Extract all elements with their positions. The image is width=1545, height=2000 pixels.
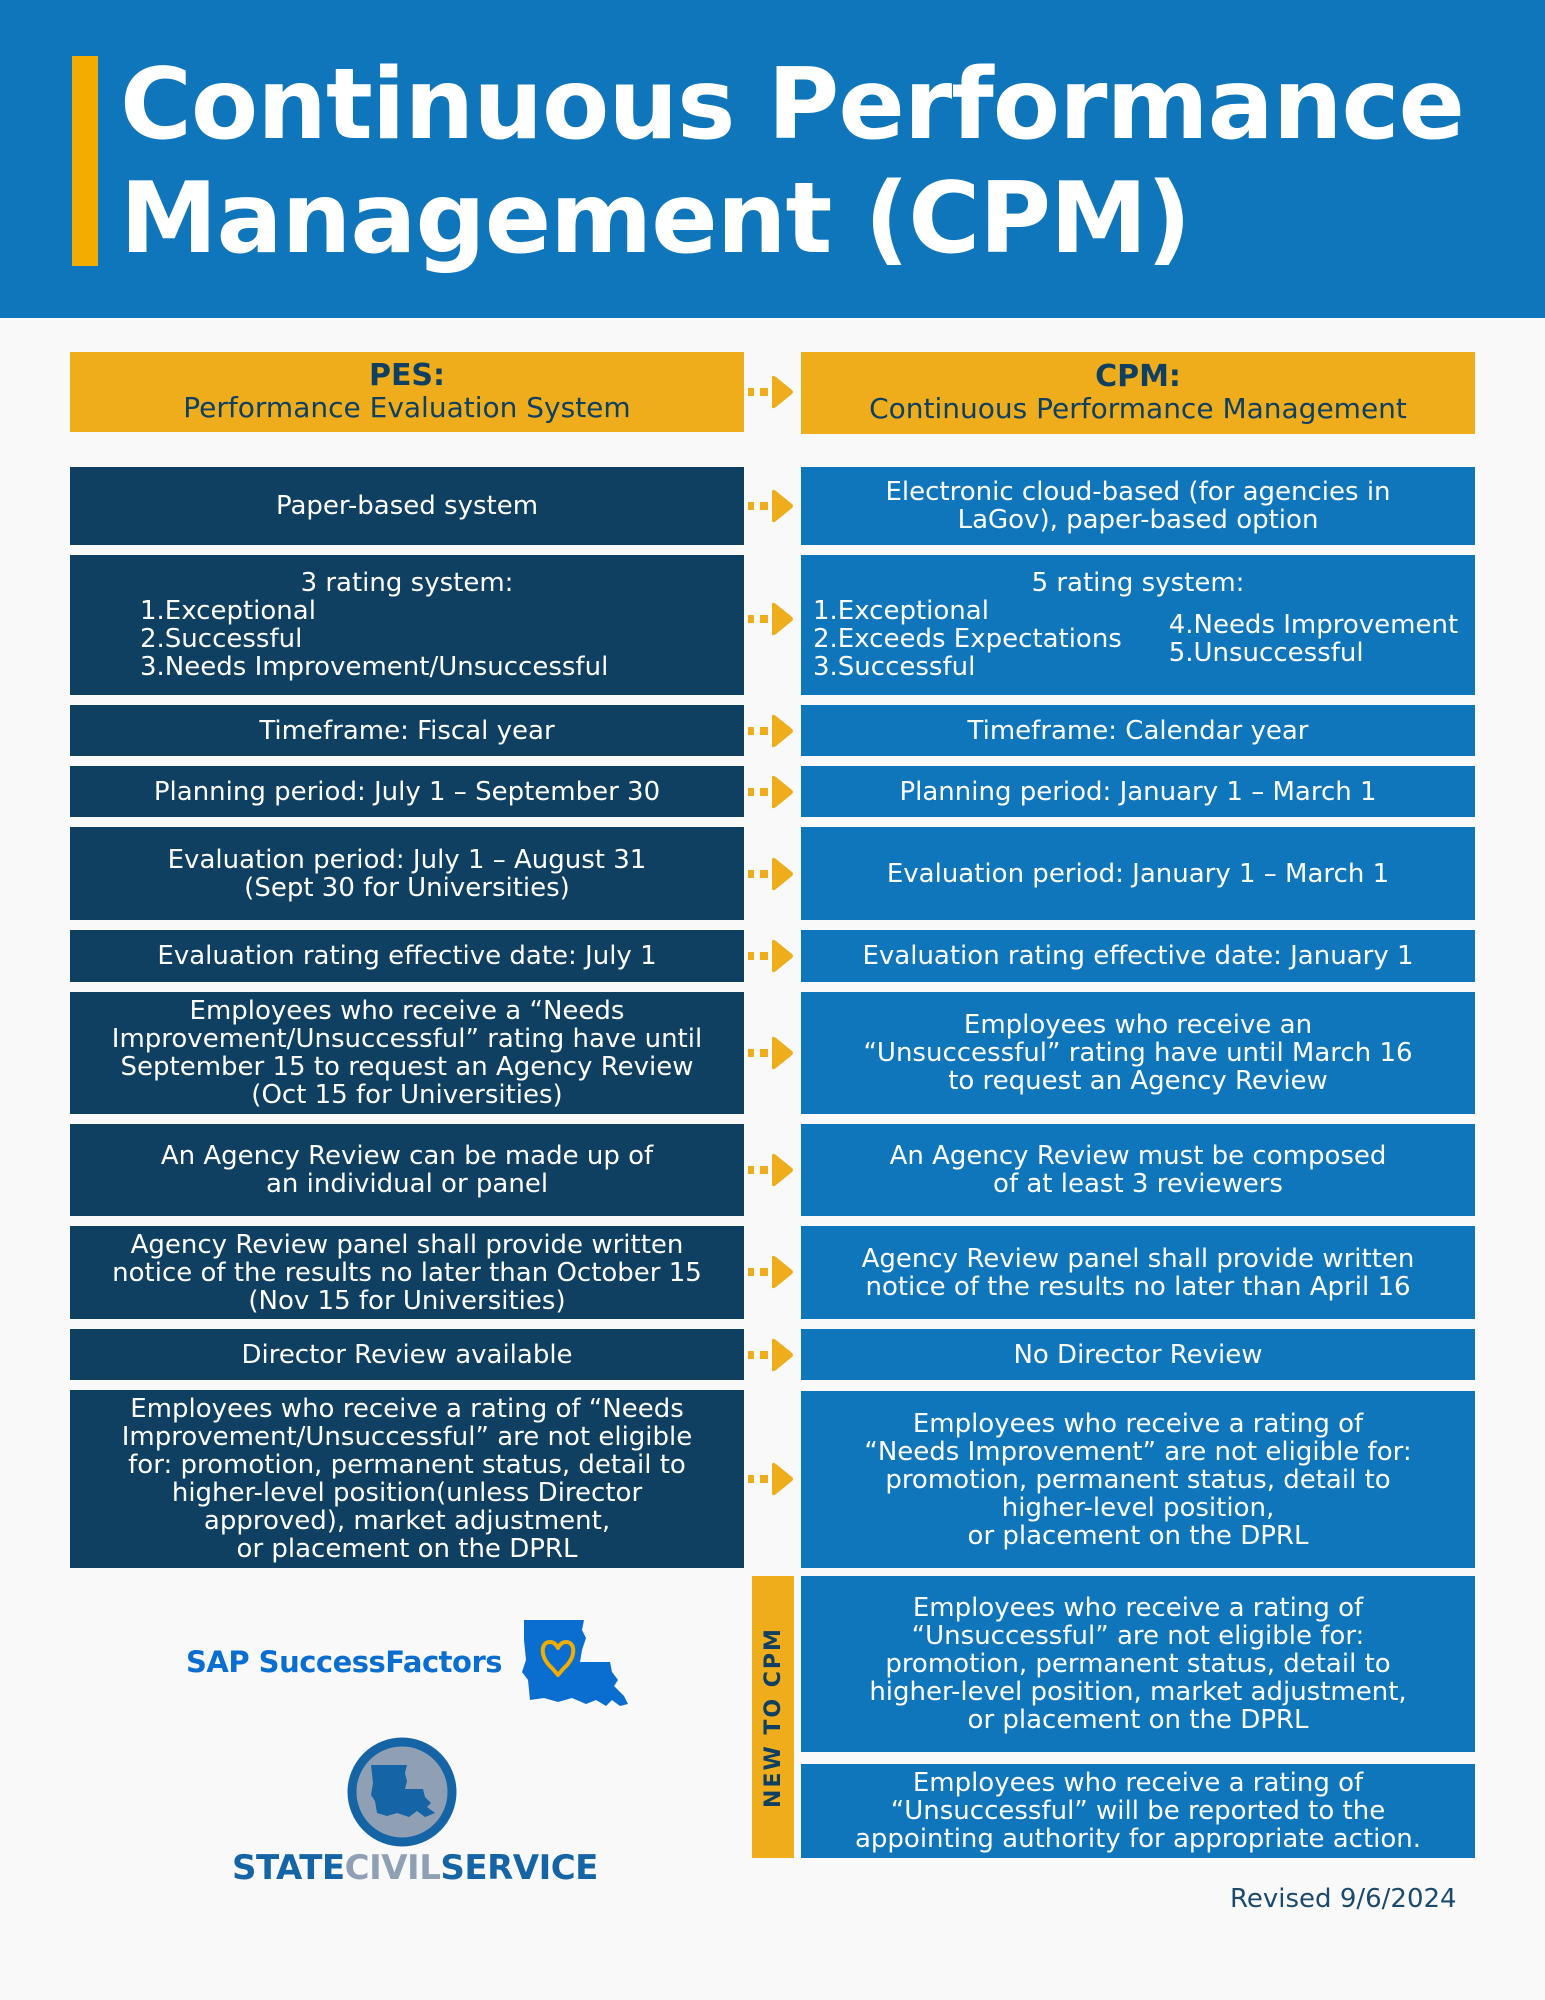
arrow-right-icon: [748, 599, 798, 639]
cpm-new-eligibility-unsuccessful: Employees who receive a rating of “Unsuccessful” are not eligible for: promotion, permanent status, detail to higher-level position, market adjustment, or placement on the DPRL: [801, 1576, 1475, 1752]
arrow-right-icon: [748, 1459, 798, 1499]
page-title: Continuous Performance Management (CPM): [120, 48, 1465, 276]
pes-row-agency-review-composition: An Agency Review can be made up of an individual or panel: [70, 1124, 744, 1216]
pes-row-agency-review-request: Employees who receive a “Needs Improvement/Unsuccessful” rating have until September 15 to request an Agency Review (Oct 15 for Universities): [70, 992, 744, 1114]
cpm-column-header: CPM: Continuous Performance Management: [801, 352, 1475, 434]
cpm-row-rating-system: 5 rating system: 1.Exceptional 2.Exceeds Expectations 3.Successful 4.Needs Improvement 5.Unsuccessful: [801, 555, 1475, 695]
arrow-right-icon: [748, 1033, 798, 1073]
pes-row-effective-date: Evaluation rating effective date: July 1: [70, 930, 744, 982]
state-civil-service-logo: STATECIVILSERVICE: [232, 1848, 598, 1888]
sap-successfactors-logo: SAP SuccessFactors: [186, 1645, 503, 1679]
pes-row-director-review: Director Review available: [70, 1329, 744, 1380]
cpm-row-director-review: No Director Review: [801, 1329, 1475, 1380]
pes-rating-list: 1.Exceptional 2.Successful 3.Needs Improvement/Unsuccessful: [140, 596, 609, 682]
arrow-right-icon: [748, 486, 798, 526]
pes-row-system-type: Paper-based system: [70, 467, 744, 545]
cpm-new-reported-to-authority: Employees who receive a rating of “Unsuccessful” will be reported to the appointing authority for appropriate action.: [801, 1764, 1475, 1858]
arrow-right-icon: [748, 854, 798, 894]
arrow-right-icon: [748, 1150, 798, 1190]
state-civil-service-seal-icon: [347, 1737, 457, 1847]
arrow-right-icon: [748, 1252, 798, 1292]
cpm-row-evaluation-period: Evaluation period: January 1 – March 1: [801, 827, 1475, 920]
pes-row-evaluation-period: Evaluation period: July 1 – August 31 (Sept 30 for Universities): [70, 827, 744, 920]
arrow-right-icon: [748, 1335, 798, 1375]
cpm-row-system-type: Electronic cloud-based (for agencies in LaGov), paper-based option: [801, 467, 1475, 545]
cpm-row-timeframe: Timeframe: Calendar year: [801, 705, 1475, 756]
cpm-row-agency-review-request: Employees who receive an “Unsuccessful” rating have until March 16 to request an Agency Review: [801, 992, 1475, 1114]
pes-column-header: PES: Performance Evaluation System: [70, 352, 744, 432]
header-accent-bar: [72, 56, 98, 266]
cpm-row-eligibility: Employees who receive a rating of “Needs Improvement” are not eligible for: promotion, permanent status, detail to higher-level position, or placement on the DPRL: [801, 1391, 1475, 1568]
arrow-right-icon: [748, 372, 798, 412]
arrow-right-icon: [748, 936, 798, 976]
pes-row-timeframe: Timeframe: Fiscal year: [70, 705, 744, 756]
revised-date: Revised 9/6/2024: [1230, 1884, 1457, 1914]
arrow-right-icon: [748, 711, 798, 751]
cpm-row-planning-period: Planning period: January 1 – March 1: [801, 766, 1475, 817]
pes-row-written-notice: Agency Review panel shall provide written notice of the results no later than October 15 (Nov 15 for Universities): [70, 1226, 744, 1319]
pes-row-planning-period: Planning period: July 1 – September 30: [70, 766, 744, 817]
cpm-row-effective-date: Evaluation rating effective date: January 1: [801, 930, 1475, 982]
arrow-right-icon: [748, 772, 798, 812]
new-to-cpm-label: NEW TO CPM: [752, 1576, 794, 1858]
pes-row-eligibility: Employees who receive a rating of “Needs Improvement/Unsuccessful” are not eligible for: promotion, permanent status, detail to higher-level position(unless Director approved), market adjustment, or placement on the DPRL: [70, 1390, 744, 1568]
page-header: [0, 0, 1545, 318]
louisiana-heart-icon: [522, 1620, 630, 1720]
cpm-row-agency-review-composition: An Agency Review must be composed of at least 3 reviewers: [801, 1124, 1475, 1216]
cpm-rating-list: 1.Exceptional 2.Exceeds Expectations 3.Successful 4.Needs Improvement 5.Unsuccessful: [813, 596, 1459, 682]
pes-row-rating-system: 3 rating system: 1.Exceptional 2.Successful 3.Needs Improvement/Unsuccessful: [70, 555, 744, 695]
cpm-row-written-notice: Agency Review panel shall provide written notice of the results no later than April 16: [801, 1226, 1475, 1319]
